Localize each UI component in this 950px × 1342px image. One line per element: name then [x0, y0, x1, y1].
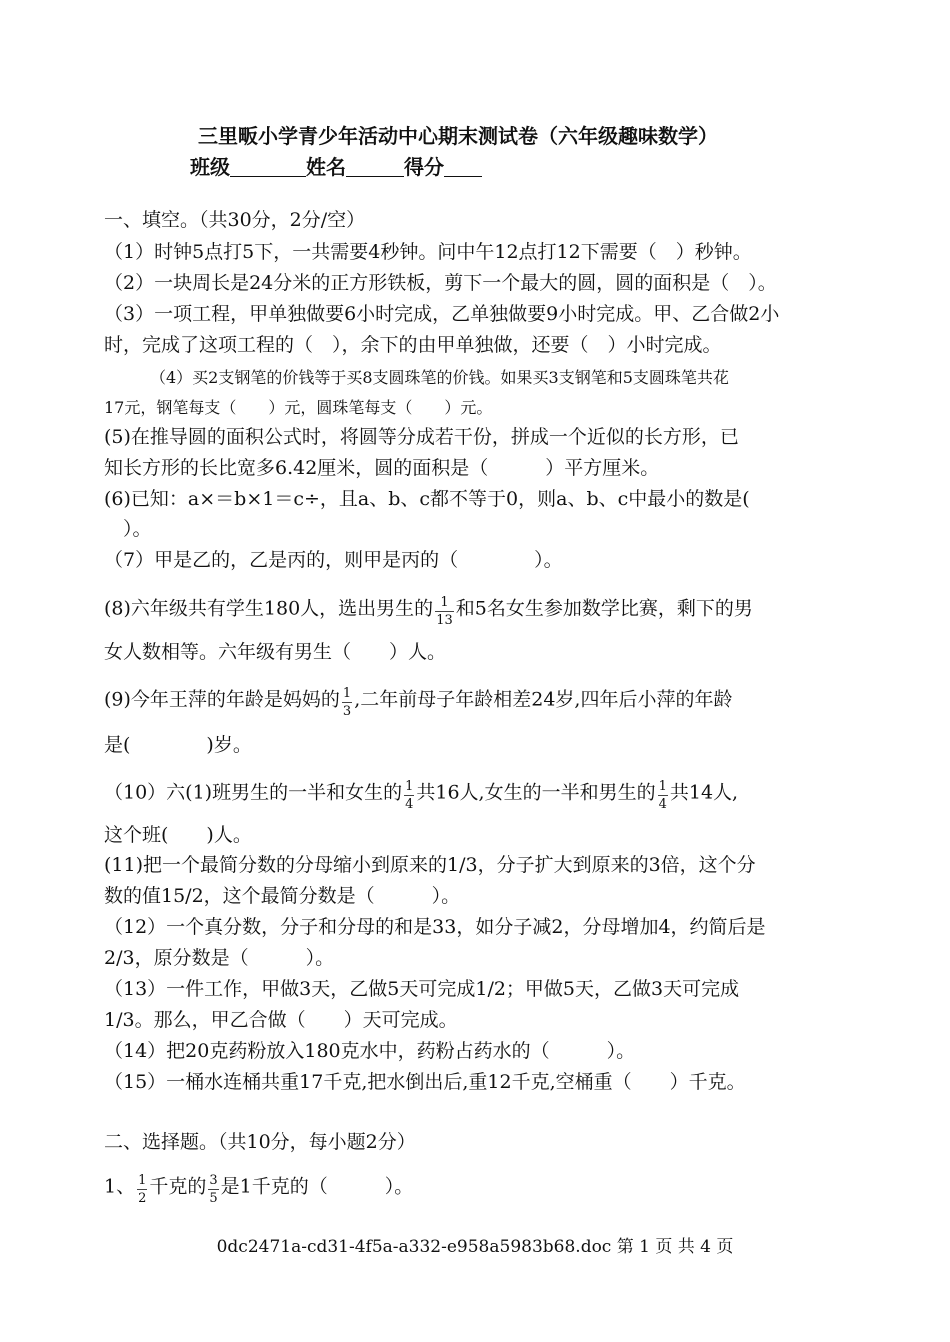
question-10-line-2: 这个班( )人。: [104, 824, 252, 846]
question-10-line-1: [104, 776, 738, 811]
choice-1-text-b: 千克的: [149, 1175, 207, 1198]
class-blank: [230, 156, 306, 177]
question-11-line-1: (11)把一个最简分数的分母缩小到原来的1/3，分子扩大到原来的3倍，这个分: [104, 854, 756, 876]
fraction-one-quarter: [404, 778, 414, 813]
question-9-text-b: ,二年前母子年龄相差24岁,四年后小萍的年龄: [354, 688, 733, 711]
fraction-denominator: 3: [342, 704, 352, 719]
fraction-denominator: 2: [138, 1191, 147, 1206]
question-8-text-b: 和5名女生参加数学比赛，剩下的男: [455, 597, 753, 620]
question-10-text-b: 共16人,女生的一半和男生的: [416, 781, 656, 804]
fraction-numerator: 1: [405, 779, 414, 794]
question-2: （2）一块周长是24分米的正方形铁板，剪下一个最大的圆，圆的面积是（ ）。: [104, 272, 777, 294]
question-14: （14）把20克药粉放入180克水中，药粉占药水的（ ）。: [104, 1040, 636, 1062]
question-12-line-2: 2/3，原分数是（ ）。: [104, 947, 335, 969]
question-13-line-2: 1/3。那么，甲乙合做（ ）天可完成。: [104, 1009, 458, 1031]
question-10-text-a: （10）六(1)班男生的一半和女生的: [104, 781, 403, 804]
fraction-denominator: 5: [209, 1191, 218, 1206]
class-label: 班级: [190, 155, 230, 179]
question-5-line-2: 知长方形的长比宽多6.42厘米，圆的面积是（ ）平方厘米。: [104, 457, 660, 479]
question-8-text-a: (8)六年级共有学生180人，选出男生的: [104, 597, 434, 620]
choice-1-text-c: 是1千克的（ ）。: [220, 1175, 414, 1198]
section1-heading: 一、填空。（共30分，2分/空）: [104, 209, 366, 231]
question-5-line-1: (5)在推导圆的面积公式时，将圆等分成若干份，拼成一个近似的长方形，已: [104, 426, 739, 448]
fraction-numerator: 1: [658, 779, 667, 794]
question-9-line-1: [104, 683, 732, 718]
fraction-one-third: [342, 685, 352, 720]
score-blank: [444, 156, 482, 177]
choice-question-1: [104, 1170, 413, 1205]
question-15: （15）一桶水连桶共重17千克,把水倒出后,重12千克,空桶重（ ）千克。: [104, 1071, 746, 1093]
question-6-line-1: (6)已知：a×＝b×1＝c÷，且a、b、c都不等于0，则a、b、c中最小的数是(: [104, 488, 750, 510]
question-13-line-1: （13）一件工作，甲做3天，乙做5天可完成1/2；甲做5天，乙做3天可完成: [104, 978, 740, 1000]
question-6-line-2: ）。: [104, 518, 152, 540]
fraction-one-half: [137, 1172, 147, 1207]
question-8-line-1: [104, 592, 753, 627]
fraction-denominator: 4: [405, 797, 414, 812]
fraction-one-thirteenth: [435, 594, 454, 629]
question-1: （1）时钟5点打5下，一共需要4秒钟。问中午12点打12下需要（ ）秒钟。: [104, 241, 752, 263]
fraction-numerator: 1: [440, 595, 449, 610]
fraction-one-quarter: [658, 778, 668, 813]
fraction-denominator: 13: [436, 613, 453, 628]
fraction-denominator: 4: [658, 797, 667, 812]
fraction-numerator: 3: [209, 1173, 218, 1188]
question-3-line-2: 时，完成了这项工程的（ ），余下的由甲单独做，还要（ ）小时完成。: [104, 334, 722, 356]
section2-heading: 二、选择题。（共10分，每小题2分）: [104, 1131, 416, 1153]
question-11-line-2: 数的值15/2，这个最简分数是（ ）。: [104, 885, 461, 907]
choice-1-text-a: 1、: [104, 1175, 136, 1198]
exam-title: 三里畈小学青少年活动中心期末测试卷（六年级趣味数学）: [198, 124, 718, 148]
question-3-line-1: （3）一项工程，甲单独做要6小时完成，乙单独做要9小时完成。甲、乙合做2小: [104, 303, 780, 325]
question-8-line-2: 女人数相等。六年级有男生（ ）人。: [104, 641, 447, 663]
question-9-text-a: (9)今年王萍的年龄是妈妈的: [104, 688, 340, 711]
question-12-line-1: （12）一个真分数，分子和分母的和是33，如分子减2，分母增加4，约简后是: [104, 916, 766, 938]
name-label: 姓名: [306, 155, 346, 179]
question-7: （7）甲是乙的，乙是丙的，则甲是丙的（ ）。: [104, 549, 563, 571]
question-4-line-1: （4）买2支钢笔的价钱等于买8支圆珠笔的价钱。如果买3支钢笔和5支圆珠笔共花: [150, 368, 729, 387]
fraction-numerator: 1: [342, 686, 352, 701]
fraction-numerator: 1: [138, 1173, 147, 1188]
name-blank: [346, 156, 404, 177]
page-footer: 0dc2471a-cd31-4f5a-a332-e958a5983b68.doc 第 1 页 共 4 页: [216, 1237, 734, 1257]
question-4-line-2: 17元，钢笔每支（ ）元，圆珠笔每支（ ）元。: [104, 398, 493, 417]
question-9-line-2: 是( )岁。: [104, 734, 252, 756]
question-10-text-c: 共14人,: [669, 781, 739, 804]
student-info-line: [190, 151, 482, 180]
score-label: 得分: [404, 155, 444, 179]
fraction-three-fifths: [208, 1172, 218, 1207]
